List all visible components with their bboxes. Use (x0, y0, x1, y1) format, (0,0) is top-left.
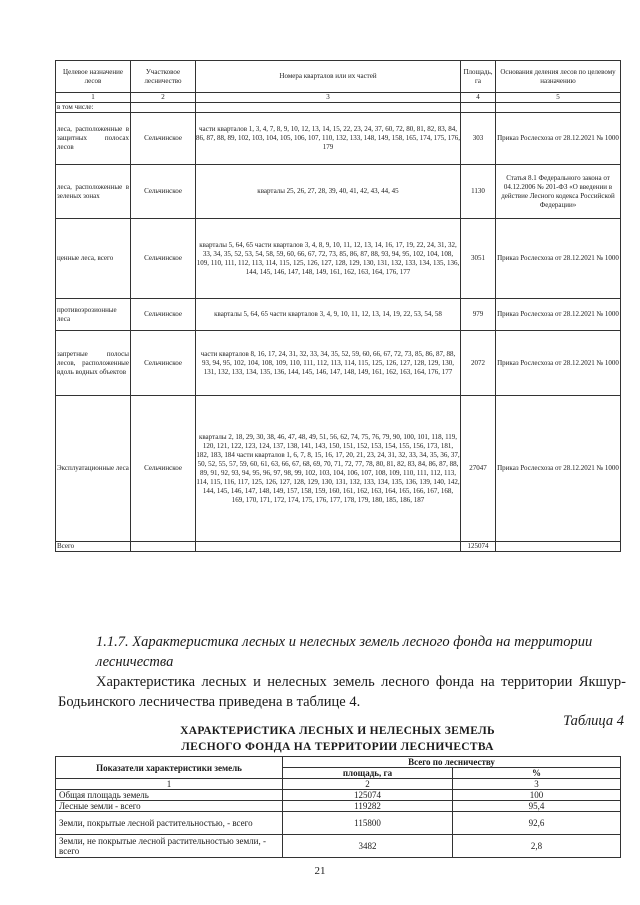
table-title-line2: ЛЕСНОГО ФОНДА НА ТЕРРИТОРИИ ЛЕСНИЧЕСТВА (181, 741, 494, 753)
table-row (56, 113, 621, 165)
quarters-cell: кварталы 5, 64, 65 части кварталов 3, 4, 9, 10, 11, 12, 13, 14, 19, 22, 53, 54, 58 (196, 299, 461, 331)
section-paragraph (58, 672, 626, 712)
header-purpose: Целевое назначение лесов (56, 61, 131, 93)
basis-cell: Приказ Рослесхоза от 28.12.2021 № 1000 (496, 331, 621, 396)
forestry-cell: Сельчинское (131, 165, 196, 219)
column-number: 4 (461, 93, 496, 103)
page-number: 21 (314, 865, 326, 877)
header-area: площадь, га (283, 768, 453, 779)
header-forestry: Участковое лесничество (131, 61, 196, 93)
table-row (56, 331, 621, 396)
basis-cell: Приказ Рослесхоза от 28.12.2021 № 1000 (496, 396, 621, 542)
header-indicator: Показатели характеристики земель (56, 757, 283, 779)
area-cell: 115800 (283, 812, 453, 835)
area-cell: 979 (461, 299, 496, 331)
area-cell: 125074 (283, 790, 453, 801)
table-row (56, 812, 621, 835)
basis-cell: Приказ Рослесхоза от 28.12.2021 № 1000 (496, 299, 621, 331)
forestry-cell: Сельчинское (131, 219, 196, 299)
column-number: 2 (131, 93, 196, 103)
basis-cell: Приказ Рослесхоза от 28.12.2021 № 1000 (496, 219, 621, 299)
percent-cell: 2,8 (453, 835, 621, 858)
table-header-row (56, 757, 621, 768)
table-row (56, 299, 621, 331)
total-row (56, 542, 621, 552)
purpose-cell: Эксплуатационные леса (56, 396, 131, 542)
including-row (56, 103, 621, 113)
purpose-cell: леса, расположенные в защитных полосах лесов (56, 113, 131, 165)
table-row (56, 801, 621, 812)
forestry-cell: Сельчинское (131, 113, 196, 165)
column-number: 3 (453, 779, 621, 790)
column-number-row (56, 93, 621, 103)
indicator-cell: Земли, не покрытые лесной растительностью земли, - всего (56, 835, 283, 858)
indicator-cell: Земли, покрытые лесной растительностью, - всего (56, 812, 283, 835)
basis-cell: Приказ Рослесхоза от 28.12.2021 № 1000 (496, 113, 621, 165)
purpose-cell: ценные леса, всего (56, 219, 131, 299)
total-area: 125074 (461, 542, 496, 552)
header-basis: Основания деления лесов по целевому назначению (496, 61, 621, 93)
quarters-cell: кварталы 5, 64, 65 части кварталов 3, 4, 8, 9, 10, 11, 12, 13, 14, 16, 17, 19, 22, 24, 31, 32, 33, 34, 35, 52, 53, 54, 58, 59, 60, 66, 67, 72, 73, 85, 86, 87, 88, 93, 94, 95, 102, 104, 108, 109, 110, 111, 112, 113, 114, 115, 125, 126, 127, 128, 129, 130, 131, 132, 133, 134, 135, 136, 144, 145, 146, 147, 148, 149, 161, 162, 163, 164, 176, 177 (196, 219, 461, 299)
quarters-cell: кварталы 25, 26, 27, 28, 39, 40, 41, 42, 43, 44, 45 (196, 165, 461, 219)
table-row (56, 219, 621, 299)
area-cell: 119282 (283, 801, 453, 812)
table-row (56, 790, 621, 801)
forestry-cell: Сельчинское (131, 396, 196, 542)
header-quarters: Номера кварталов или их частей (196, 61, 461, 93)
table-caption: Таблица 4 (563, 713, 624, 729)
land-characteristics-table (55, 756, 621, 858)
area-cell: 1130 (461, 165, 496, 219)
area-cell: 27047 (461, 396, 496, 542)
column-number: 2 (283, 779, 453, 790)
basis-cell: Статья 8.1 Федерального закона от 04.12.2006 № 201-ФЗ «О введении в действие Лесного кодекса Российской Федерации» (496, 165, 621, 219)
header-total: Всего по лесничеству (283, 757, 621, 768)
indicator-cell: Лесные земли - всего (56, 801, 283, 812)
forestry-cell: Сельчинское (131, 331, 196, 396)
percent-cell: 92,6 (453, 812, 621, 835)
table-title-line1: ХАРАКТЕРИСТИКА ЛЕСНЫХ И НЕЛЕСНЫХ ЗЕМЕЛЬ (180, 725, 495, 737)
area-cell: 3051 (461, 219, 496, 299)
quarters-cell: части кварталов 8, 16, 17, 24, 31, 32, 33, 34, 35, 52, 59, 60, 66, 67, 72, 73, 85, 86, 87, 88, 93, 94, 95, 102, 104, 108, 109, 110, 111, 112, 113, 114, 115, 125, 126, 127, 128, 129, 130, 131, 132, 133, 134, 135, 136, 144, 145, 146, 147, 148, 149, 161, 162, 163, 164, 176, 177 (196, 331, 461, 396)
table-row (56, 165, 621, 219)
quarters-cell: кварталы 2, 18, 29, 30, 38, 46, 47, 48, 49, 51, 56, 62, 74, 75, 76, 79, 90, 100, 101, 118, 119, 120, 121, 122, 123, 124, 137, 138, 141, 143, 150, 151, 152, 153, 154, 155, 156, 173, 181, 182, 183, 184 части кварталов 1, 6, 7, 8, 15, 16, 17, 20, 21, 23, 24, 31, 32, 33, 34, 35, 36, 37, 50, 52, 55, 57, 59, 60, 61, 63, 66, 67, 68, 69, 70, 71, 72, 77, 78, 80, 81, 82, 83, 84, 86, 87, 88, 89, 91, 92, 93, 94, 95, 96, 97, 98, 99, 102, 103, 104, 106, 107, 108, 109, 110, 111, 112, 113, 114, 115, 116, 117, 125, 126, 127, 128, 129, 130, 131, 132, 133, 134, 135, 136, 139, 140, 142, 144, 145, 146, 147, 148, 149, 157, 158, 159, 160, 161, 162, 163, 164, 165, 166, 167, 168, 169, 170, 171, 172, 174, 175, 176, 177, 178, 179, 180, 185, 186, 187 (196, 396, 461, 542)
area-cell: 303 (461, 113, 496, 165)
header-area: Площадь, га (461, 61, 496, 93)
percent-cell: 95,4 (453, 801, 621, 812)
purpose-cell: леса, расположенные в зеленых зонах (56, 165, 131, 219)
forest-purpose-table (55, 60, 621, 552)
including-label: в том числе: (56, 103, 131, 113)
table-header-row (56, 61, 621, 93)
percent-cell: 100 (453, 790, 621, 801)
area-cell: 3482 (283, 835, 453, 858)
column-number: 1 (56, 93, 131, 103)
column-number-row (56, 779, 621, 790)
table-row (56, 396, 621, 542)
quarters-cell: части кварталов 1, 3, 4, 7, 8, 9, 10, 12, 13, 14, 15, 22, 23, 24, 37, 60, 72, 80, 81, 82, 83, 84, 86, 87, 88, 89, 102, 103, 104, 105, 106, 107, 110, 132, 133, 148, 149, 158, 165, 174, 175, 176, 179 (196, 113, 461, 165)
total-label: Всего (56, 542, 131, 552)
column-number: 3 (196, 93, 461, 103)
area-cell: 2072 (461, 331, 496, 396)
paragraph-text: Характеристика лесных и нелесных земель лесного фонда на территории Якшур-Бодьинского лесничества приведена в таблице 4. (58, 674, 626, 710)
forestry-cell: Сельчинское (131, 299, 196, 331)
section-heading: 1.1.7. Характеристика лесных и нелесных земель лесного фонда на территории лесничества (96, 634, 593, 670)
purpose-cell: противоэрозионные леса (56, 299, 131, 331)
column-number: 5 (496, 93, 621, 103)
table-row (56, 835, 621, 858)
indicator-cell: Общая площадь земель (56, 790, 283, 801)
column-number: 1 (56, 779, 283, 790)
purpose-cell: запретные полосы лесов, расположенные вдоль водных объектов (56, 331, 131, 396)
header-percent: % (453, 768, 621, 779)
